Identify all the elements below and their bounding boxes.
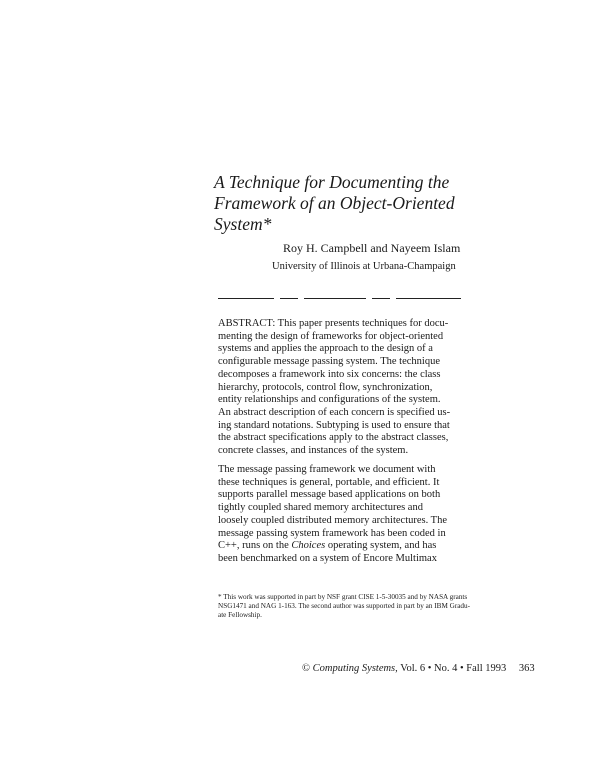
abstract-line: ing standard notations. Subtyping is used to ensure that bbox=[218, 419, 450, 431]
affiliation: University of Illinois at Urbana-Champaign bbox=[272, 261, 456, 272]
running-footer bbox=[302, 663, 535, 674]
line-text: C++, runs on the bbox=[218, 540, 292, 552]
footnote bbox=[218, 593, 478, 621]
abstract-line: concrete classes, and instances of the system. bbox=[218, 445, 409, 457]
abstract-line: ABSTRACT: This paper presents techniques for docu- bbox=[218, 318, 449, 329]
paper-title bbox=[214, 172, 494, 235]
rule-segment bbox=[304, 298, 366, 299]
footnote-line: NSG1471 and NAG 1-163. The second author was supported in part by an IBM Gradu- bbox=[218, 602, 470, 611]
footnote-line: * This work was supported in part by NSF grant CISE 1-5-30035 and by NASA grants bbox=[218, 593, 468, 601]
title-divider-rule bbox=[218, 298, 461, 300]
paragraph-line: been benchmarked on a system of Encore Multimax bbox=[218, 552, 437, 564]
footnote-line: ate Fellowship. bbox=[218, 611, 262, 620]
page-number: 363 bbox=[518, 663, 535, 674]
rule-segment bbox=[372, 298, 390, 299]
rule-segment bbox=[218, 298, 274, 299]
abstract-line: entity relationships and configurations of the system. bbox=[218, 394, 441, 406]
abstract-line: systems and applies the approach to the design of a bbox=[218, 343, 433, 355]
rule-segment bbox=[280, 298, 298, 299]
paragraph-line: these techniques is general, portable, and efficient. It bbox=[218, 476, 440, 488]
paragraph-line: supports parallel message based applications on both bbox=[218, 489, 441, 501]
authors: Roy H. Campbell and Nayeem Islam bbox=[283, 241, 461, 255]
title-line: System* bbox=[214, 214, 272, 234]
copyright-symbol: © bbox=[302, 663, 310, 674]
abstract-line: An abstract description of each concern is specified us- bbox=[218, 406, 451, 418]
abstract-line: decomposes a framework into six concerns: the class bbox=[218, 368, 441, 380]
paragraph-line: tightly coupled shared memory architectures and bbox=[218, 502, 423, 514]
abstract-line: configurable message passing system. The technique bbox=[218, 356, 440, 368]
abstract-line: the abstract specifications apply to the abstract classes, bbox=[218, 432, 449, 444]
paragraph-line: message passing system framework has been coded in bbox=[218, 527, 446, 539]
title-line: A Technique for Documenting the bbox=[214, 172, 450, 192]
paragraph-line: loosely coupled distributed memory architectures. The bbox=[218, 514, 447, 526]
abstract-line: menting the design of frameworks for object-oriented bbox=[218, 330, 444, 342]
abstract bbox=[218, 318, 468, 458]
rule-segment bbox=[396, 298, 461, 299]
body-paragraph bbox=[218, 464, 468, 566]
title-line: Framework of an Object-Oriented bbox=[214, 193, 455, 213]
choices-emphasis: Choices bbox=[291, 540, 326, 552]
line-text: operating system, and has bbox=[325, 540, 437, 552]
journal-name: Computing Systems, bbox=[312, 663, 398, 674]
abstract-line: hierarchy, protocols, control flow, synchronization, bbox=[218, 381, 433, 393]
paragraph-line: The message passing framework we document with bbox=[218, 464, 436, 475]
issue-details: Vol. 6 • No. 4 • Fall 1993 bbox=[400, 663, 507, 674]
paragraph-line bbox=[218, 540, 468, 553]
